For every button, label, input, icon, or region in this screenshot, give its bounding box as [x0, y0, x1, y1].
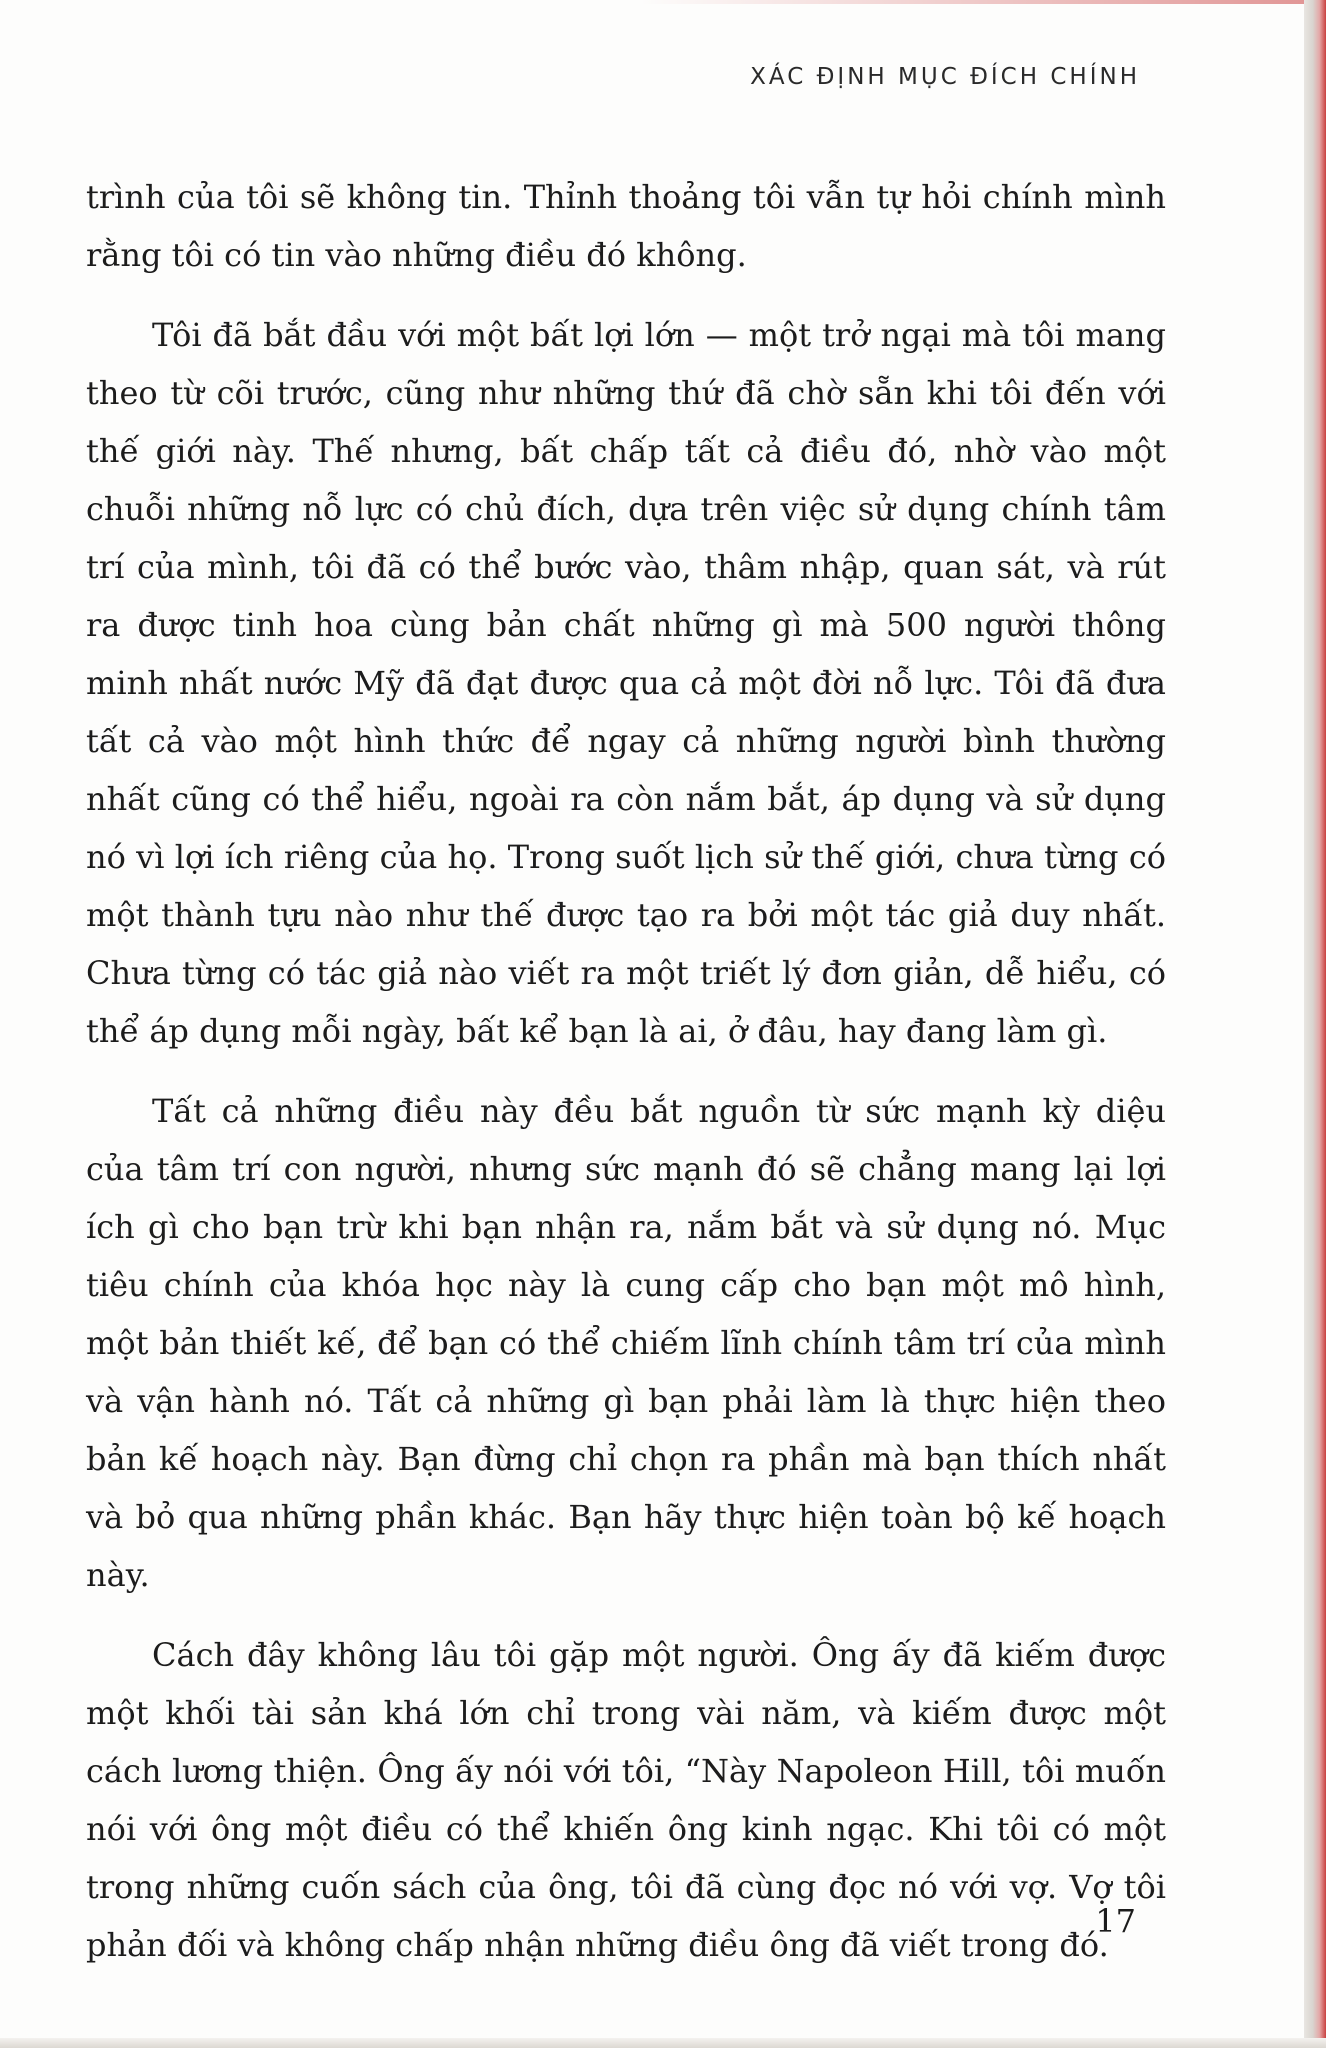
page-edge-right [1304, 0, 1326, 2048]
paragraph: Tất cả những điều này đều bắt nguồn từ sức mạnh kỳ diệu của tâm trí con người, nhưng sức mạnh đó sẽ chẳng mang lại lợi ích gì cho bạn trừ khi bạn nhận ra, nắm bắt và sử dụng nó. Mục tiêu chính của khóa học này là cung cấp cho bạn một mô hình, một bản thiết kế, để bạn có thể chiếm lĩnh chính tâm trí của mình và vận hành nó. Tất cả những gì bạn phải làm là thực hiện theo bản kế hoạch này. Bạn đừng chỉ chọn ra phần mà bạn thích nhất và bỏ qua những phần khác. Bạn hãy thực hiện toàn bộ kế hoạch này. [86, 1092, 1166, 1594]
running-head: XÁC ĐỊNH MỤC ĐÍCH CHÍNH [750, 64, 1140, 90]
page-edge-bottom [0, 2038, 1326, 2048]
page-number: 17 [1095, 1902, 1136, 1940]
paragraph: Tôi đã bắt đầu với một bất lợi lớn — một trở ngại mà tôi mang theo từ cõi trước, cũng như những thứ đã chờ sẵn khi tôi đến với thế giới này. Thế nhưng, bất chấp tất cả điều đó, nhờ vào một chuỗi những nỗ lực có chủ đích, dựa trên việc sử dụng chính tâm trí của mình, tôi đã có thể bước vào, thâm nhập, quan sát, và rút ra được tinh hoa cùng bản chất những gì mà 500 người thông minh nhất nước Mỹ đã đạt được qua cả một đời nỗ lực. Tôi đã đưa tất cả vào một hình thức để ngay cả những người bình thường nhất cũng có thể hiểu, ngoài ra còn nắm bắt, áp dụng và sử dụng nó vì lợi ích riêng của họ. Trong suốt lịch sử thế giới, chưa từng có một thành tựu nào như thế được tạo ra bởi một tác giả duy nhất. Chưa từng có tác giả nào viết ra một triết lý đơn giản, dễ hiểu, có thể áp dụng mỗi ngày, bất kể bạn là ai, ở đâu, hay đang làm gì. [86, 316, 1166, 1050]
top-edge-shadow [640, 0, 1326, 4]
body-text [86, 168, 1166, 1996]
paragraph: Cách đây không lâu tôi gặp một người. Ông ấy đã kiếm được một khối tài sản khá lớn chỉ trong vài năm, và kiếm được một cách lương thiện. Ông ấy nói với tôi, “Này Napoleon Hill, tôi muốn nói với ông một điều có thể khiến ông kinh ngạc. Khi tôi có một trong những cuốn sách của ông, tôi đã cùng đọc nó với vợ. Vợ tôi phản đối và không chấp nhận những điều ông đã viết trong đó. [86, 1636, 1166, 1964]
paragraph-continued: trình của tôi sẽ không tin. Thỉnh thoảng tôi vẫn tự hỏi chính mình rằng tôi có tin vào những điều đó không. [86, 178, 1166, 274]
